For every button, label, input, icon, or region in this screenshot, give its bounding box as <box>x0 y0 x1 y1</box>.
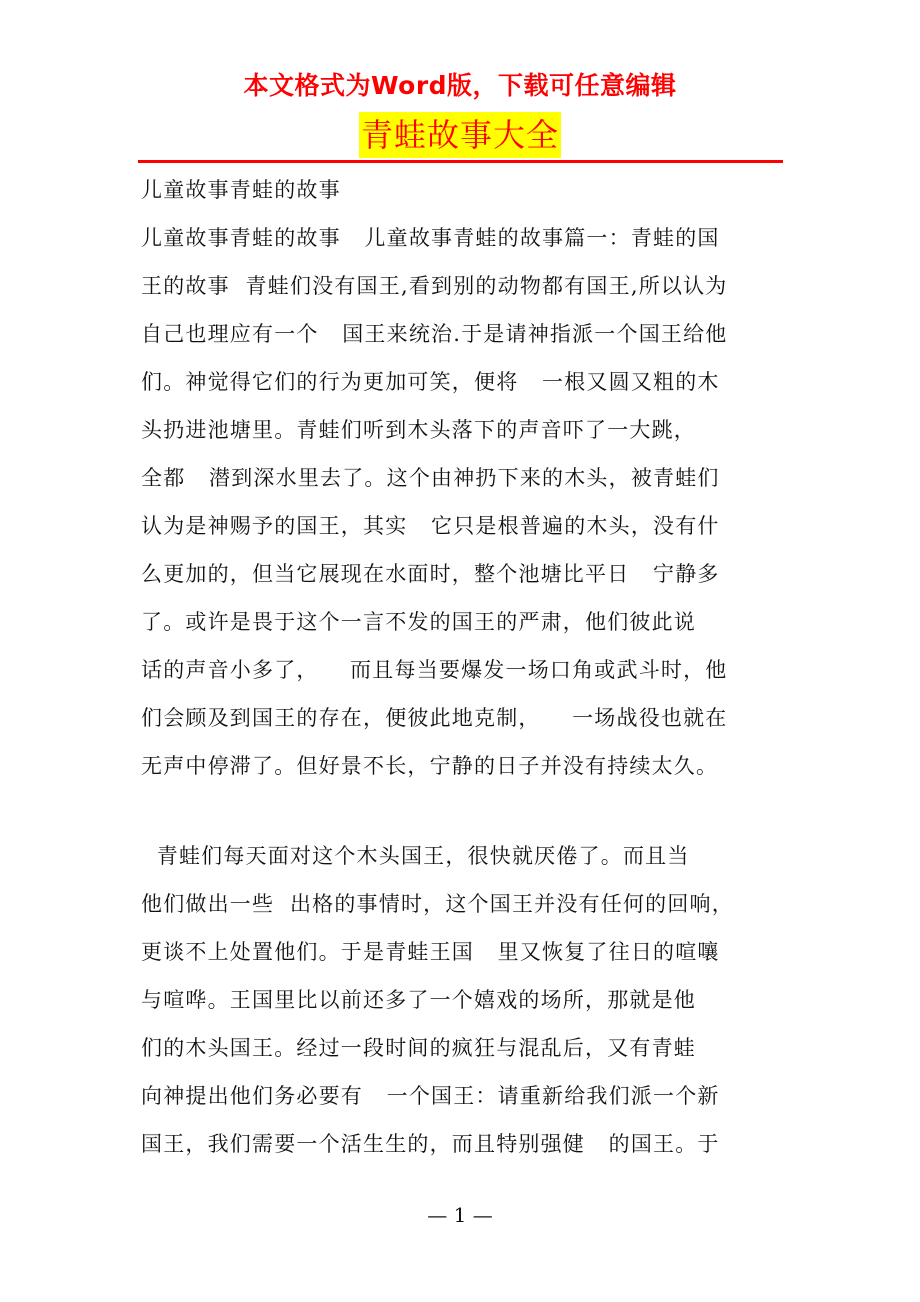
format-banner: 本文格式为Word版，下载可任意编辑 <box>243 71 677 100</box>
paragraph-line: 们会顾及到国王的存在，便彼此地克制， 一场战役也就在 <box>141 706 728 730</box>
paragraph-line: 自己也理应有一个 国王来统治.于是请神指派一个国王给他 <box>141 322 728 346</box>
subtitle-line: 儿童故事青蛙的故事 <box>141 178 341 202</box>
paragraph-line: 们。神觉得它们的行为更加可笑，便将 一根又圆又粗的木 <box>141 370 720 394</box>
page-number: — 1 — <box>427 1203 493 1227</box>
paragraph-line: 他们做出一些 出格的事情时，这个国王并没有任何的回响， <box>141 892 734 916</box>
paragraph-line: 了。或许是畏于这个一言不发的国王的严肃，他们彼此说 <box>141 610 696 634</box>
paragraph-line: 国王，我们需要一个活生生的，而且特别强健 的国王。于 <box>141 1132 720 1156</box>
paragraph-line: 么更加的，但当它展现在水面时，整个池塘比平日 宁静多 <box>141 562 720 586</box>
paragraph-line: 向神提出他们务必要有 一个国王：请重新给我们派一个新 <box>141 1084 720 1108</box>
document-title: 青蛙故事大全 <box>359 112 561 158</box>
title-wrapper <box>0 112 920 158</box>
paragraph-line: 全都 潜到深水里去了。这个由神扔下来的木头，被青蛙们 <box>141 466 720 490</box>
paragraph-line: 更谈不上处置他们。于是青蛙王国 里又恢复了往日的喧嚷 <box>141 940 720 964</box>
title-divider <box>138 160 783 163</box>
paragraph-line: 王的故事 青蛙们没有国王,看到别的动物都有国王,所以认为 <box>141 274 728 298</box>
paragraph-line: 话的声音小多了， 而且每当要爆发一场口角或武斗时，他 <box>141 658 728 682</box>
paragraph-line: 无声中停滞了。但好景不长，宁静的日子并没有持续太久。 <box>141 754 719 778</box>
document-body <box>141 166 783 1168</box>
paragraph-line: 青蛙们每天面对这个木头国王，很快就厌倦了。而且当 <box>141 844 690 868</box>
paragraph-line: 儿童故事青蛙的故事 儿童故事青蛙的故事篇一：青蛙的国 <box>141 226 720 250</box>
paragraph-spacer <box>141 790 783 832</box>
paragraph-line: 与喧哗。王国里比以前还多了一个嬉戏的场所，那就是他 <box>141 988 696 1012</box>
paragraph-line: 认为是神赐予的国王，其实 它只是根普遍的木头，没有什 <box>141 514 720 538</box>
paragraph-line: 头扔进池塘里。青蛙们听到木头落下的声音吓了一大跳， <box>141 418 696 442</box>
paragraph-line: 们的木头国王。经过一段时间的疯狂与混乱后，又有青蛙 <box>141 1036 696 1060</box>
